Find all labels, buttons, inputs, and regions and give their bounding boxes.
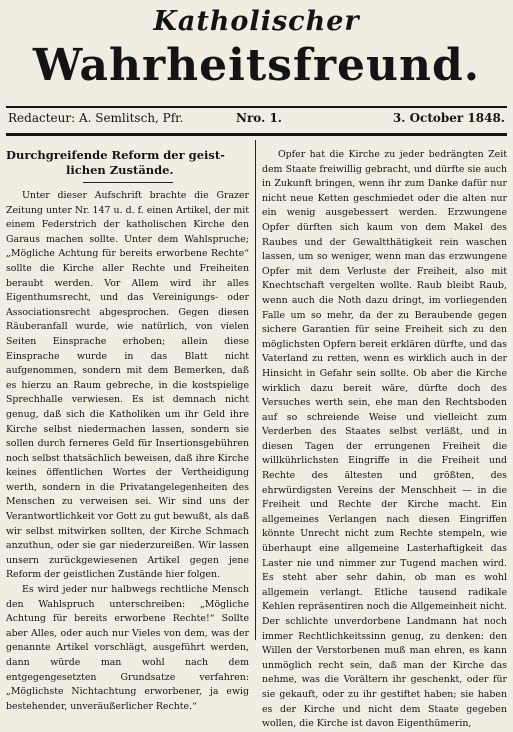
column-divider [255,140,256,640]
masthead-info-line [8,111,505,127]
article-title-line-2: lichen Zustände. [66,163,174,177]
masthead-title-top: Katholischer [153,6,360,37]
masthead-title-main: Wahrheitsfreund. [32,40,481,91]
masthead-bottom-rule [6,133,507,136]
article-title [6,148,249,178]
issue-number: Nro. 1. [236,111,282,125]
editor-line: Redacteur: A. Semlitsch, Pfr. [8,111,184,125]
left-column [6,148,249,712]
article-paragraph: Es wird jeder nur halbwegs rechtliche Mensch den Wahlspruch unterschreiben: „Mögliche Achtung für bereits erworbene Rechte!“ Sollte aber Alles, oder auch nur Vieles von dem, was der genannte Artikel vorschlägt, ausgeführt werden, dann würde man wohl nach dem entgegengesetzten Grundsatze verfahren: „Möglichste Nichtachtung erworbener, ja ewig bestehender, unveräußerlicher Rechte.“ [6,584,249,712]
article-paragraph: Unter dieser Aufschrift brachte die Grazer Zeitung unter Nr. 147 u. d. f. einen Artikel, der mit einem Federstrich der katholischen Kirche den Garaus machen sollte. Unter dem Wahlspruche; „Mögliche Achtung für bereits erworbene Rechte“ sollte die Kirche aller Rechte und Freiheiten beraubt werden. Vor Allem wird ihr alles Eigenthumsrecht, und das Vereinigungs- oder Associationsrecht abgesprochen. Gegen diesen Räuberanfall wurde, wie natürlich, von vielen Seiten Einsprache erhoben; allein diese Einsprache wurde in das Blatt nicht aufgenommen, sondern mit dem Bemerken, daß es hierzu an Raum gebreche, in die kostspielige Sprechhalle verwiesen. Es ist demnach nicht genug, daß sich die Katholiken um ihr Geld ihre Kirche selbst niedermachen lassen, sondern sie sollen durch ferneres Geld für Insertionsgebühren noch selbst thatsächlich beweisen, daß ihre Kirche keines öffentlichen Wortes der Vertheidigung werth, sondern in die Privatangelegenheiten des Menschen zu verweisen sei. Wir sind uns der Verantwortlichkeit vor Gott zu gut bewußt, als daß wir selbst mitwirken sollten, der Kirche Schmach anzuthun, oder sie gar niederzureißen. Wir lassen unsern zurückgewiesenen Artikel gegen jene Reform der geistlichen Zustände hier folgen. [6,190,249,581]
title-separator [83,182,173,183]
issue-date: 3. October 1848. [392,111,505,125]
right-column [262,148,507,730]
masthead-top-rule [6,106,507,108]
article-paragraph: Opfer hat die Kirche zu jeder bedrängten Zeit dem Staate freiwillig gebracht, und dürfte sie auch in Zukunft bringen, wenn ihr zum Danke dafür nur nicht neue Ketten geschmiedet oder die alten nur ein wenig ausgebessert werden. Erzwungene Opfer dürften sich kaum von dem Makel des Raubes und der Gewaltthätigkeit rein waschen lassen, um so weniger, wenn man das erzwungene Opfer mit dem Verluste der Freiheit, also mit Knechtschaft vergelten wollte. Raub bleibt Raub, wenn auch die Noth dazu dringt, im vorliegenden Falle um so mehr, da der zu Beraubende gegen sichere Garantien für seine Freiheit sich zu den möglichsten Opfern bereit erklären dürfte, und das Vaterland zu retten, wenn es wirklich auch in der Hinsicht in Gefahr sein sollte. Ob aber die Kirche wirklich dazu bereit wäre, dürfte doch des Versuches werth sein, ehe man den Rechtsboden auf so schreiende Weise und vielleicht zum Verderben des Staates selbst verläßt, und in diesen Tagen der errungenen Freiheit die willkührlichsten Eingriffe in die Freiheit und Rechte des ältesten und größten, des ehrwürdigsten Vereins der Menschheit — in die Freiheit und Rechte der Kirche macht. Ein allgemeines Verlangen nach diesen Eingriffen könnte Unrecht nicht zum Rechte stempeln, wie überhaupt eine allgemeine Lasterhaftigkeit das Laster nie und nimmer zur Tugend machen wird. Es steht aber sehr dahin, ob man es wohl allgemein verlangt. Etliche tausend radikale Kehlen repräsentiren noch die Allgemeinheit nicht. Der schlichte unverdorbene Landmann hat noch immer Rechtlichkeitssinn genug, zu denken: den Willen der Verstorbenen muß man ehren, es kann unmöglich recht sein, daß man der Kirche das nehme, was die Vorältern ihr geschenkt, oder für sie gekauft, oder zu ihr gestiftet haben; sie haben es der Kirche und nicht dem Staate gegeben wollen, die Kirche ist davon Eigenthümerin, [262,149,507,730]
article-title-line-1: Durchgreifende Reform der geist- [6,148,225,162]
